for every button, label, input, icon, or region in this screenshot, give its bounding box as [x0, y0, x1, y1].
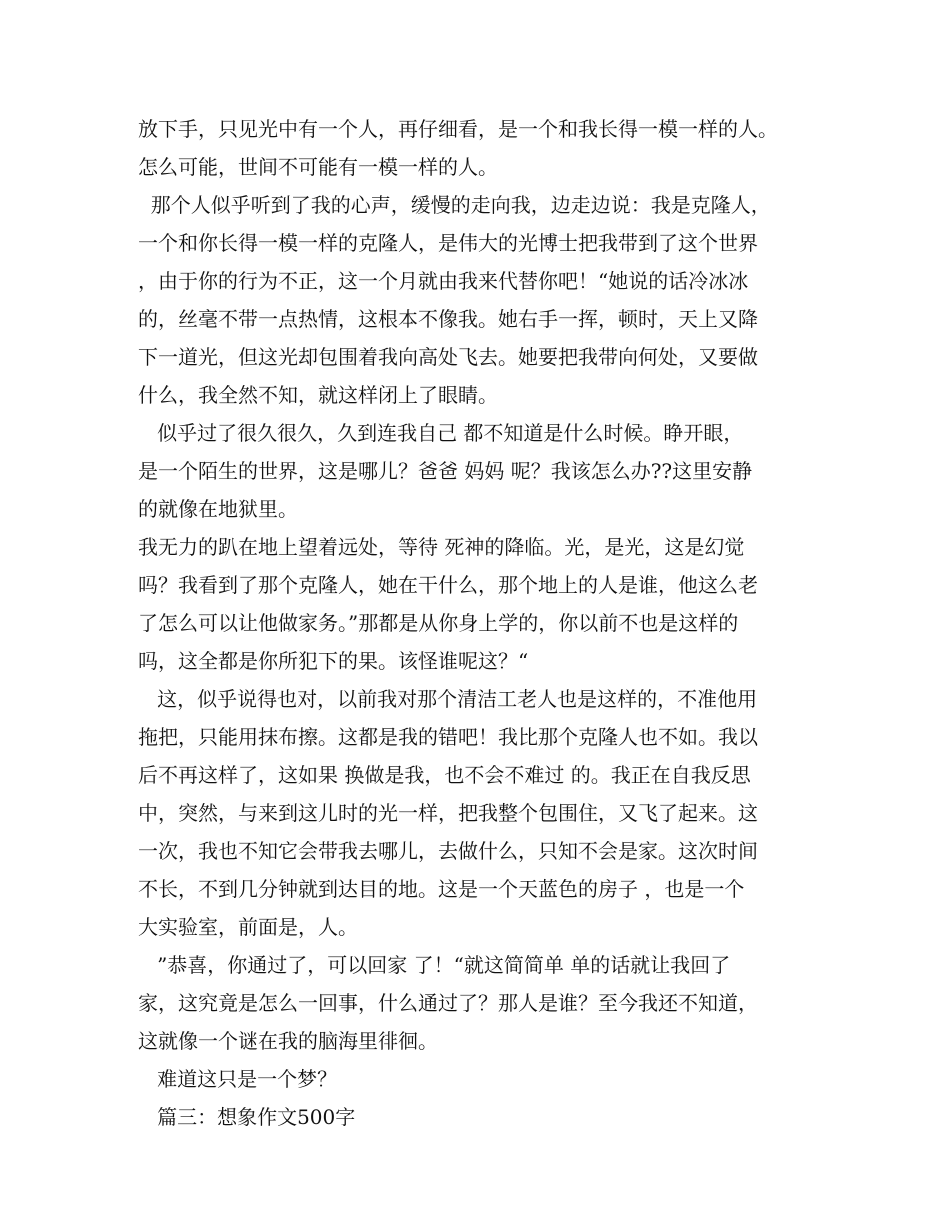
text-line: 那个人似乎听到了我的心声，缓慢的走向我，边走边说：我是克隆人，	[138, 193, 771, 217]
text-line: 放下手，只见光中有一个人，再仔细看，是一个和我长得一模一样的人。	[138, 117, 778, 141]
text-line: 是一个陌生的世界，这是哪儿？爸爸 妈妈 呢？我该怎么办??这里安静	[138, 459, 753, 483]
text-line: ”恭喜，你通过了，可以回家 了！“就这简简单 单的话就让我回了	[138, 953, 731, 977]
text-line: 似乎过了很久很久，久到连我自己 都不知道是什么时候。睁开眼，	[138, 421, 744, 445]
text-line: 这就像一个谜在我的脑海里徘徊。	[138, 1029, 438, 1053]
text-line: 拖把，只能用抹布擦。这都是我的错吧！我比那个克隆人也不如。我以	[138, 725, 758, 749]
text-line: 的，丝毫不带一点热情，这根本不像我。她右手一挥，顿时，天上又降	[138, 307, 758, 331]
text-line: 大实验室，前面是，人。	[138, 915, 358, 939]
text-line: 一个和你长得一模一样的克隆人，是伟大的光博士把我带到了这个世界	[138, 231, 758, 255]
text-line: 中，突然，与来到这儿时的光一样，把我整个包围住，又飞了起来。这	[138, 801, 758, 825]
text-line: 后不再这样了，这如果 换做是我，也不会不难过 的。我正在自我反思	[138, 763, 751, 787]
text-line: 下一道光，但这光却包围着我向高处飞去。她要把我带向何处，又要做	[138, 345, 758, 369]
text-line: 我无力的趴在地上望着远处，等待 死神的降临。光，是光，这是幻觉	[138, 535, 745, 559]
text-line: 吗，这全都是你所犯下的果。该怪谁呢这？“	[138, 649, 529, 673]
text-line: 家，这究竟是怎么一回事，什么通过了？那人是谁？至今我还不知道，	[138, 991, 758, 1015]
text-line: 这，似乎说得也对，以前我对那个清洁工老人也是这样的，不准他用	[138, 687, 758, 711]
text-line: 一次，我也不知它会带我去哪儿，去做什么，只知不会是家。这次时间	[138, 839, 758, 863]
text-line: 吗？我看到了那个克隆人，她在干什么，那个地上的人是谁，他这么老	[138, 573, 758, 597]
essay-body	[138, 110, 838, 1136]
section-heading: 篇三：想象作文500字	[138, 1105, 356, 1129]
text-line: 怎么可能，世间不可能有一模一样的人。	[138, 155, 498, 179]
text-line: 了怎么可以让他做家务。”那都是从你身上学的，你以前不也是这样的	[138, 611, 739, 635]
text-line: 不长，不到几分钟就到达目的地。这是一个天蓝色的房子 ，也是一个	[138, 877, 745, 901]
text-line: 什么，我全然不知，就这样闭上了眼睛。	[138, 383, 498, 407]
text-line: 的就像在地狱里。	[138, 497, 298, 521]
text-line: 难道这只是一个梦？	[138, 1067, 338, 1091]
text-line: ，由于你的行为不正，这一个月就由我来代替你吧！“她说的话冷冰冰	[138, 269, 749, 293]
